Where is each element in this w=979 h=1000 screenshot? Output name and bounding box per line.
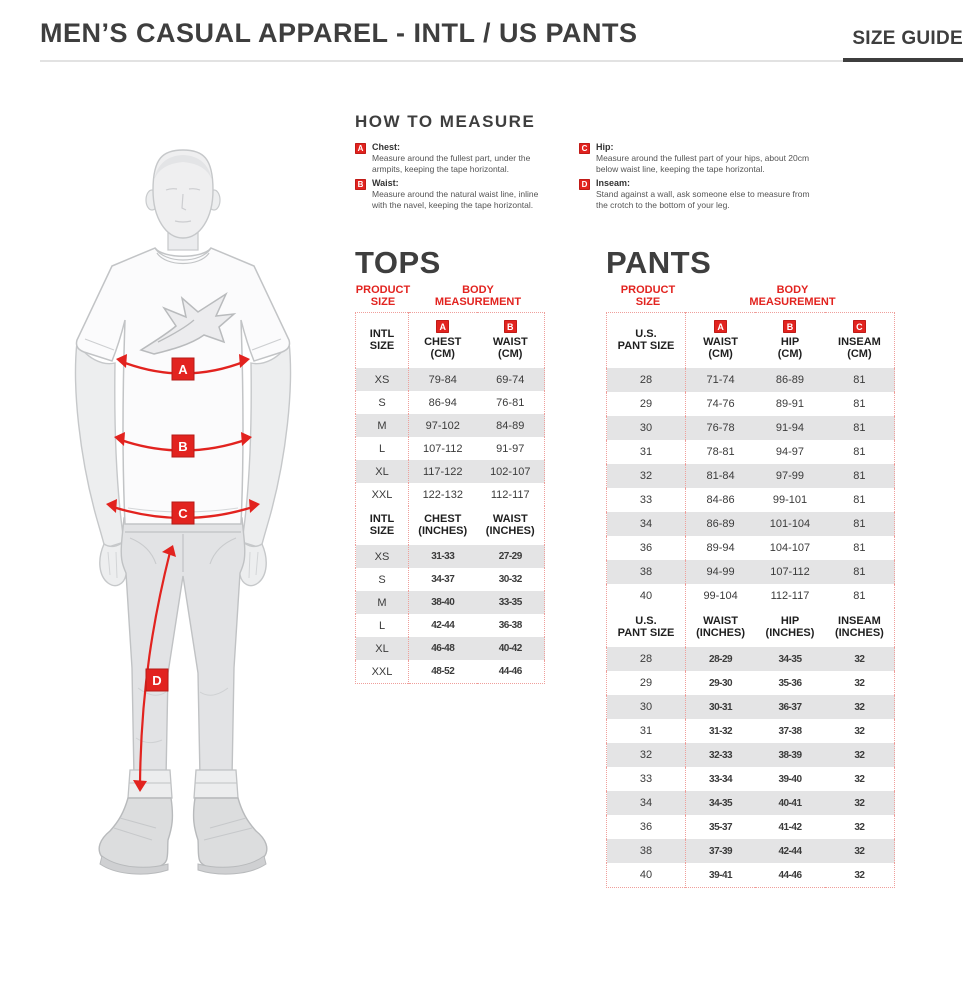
value-cell: 84-86 bbox=[706, 494, 735, 506]
size-cell: L bbox=[356, 614, 409, 637]
pants-column-header: HIP (INCHES) bbox=[765, 615, 815, 639]
size-cell: M bbox=[356, 414, 409, 437]
size-cell: 28 bbox=[607, 368, 686, 392]
tops-header-row bbox=[356, 506, 545, 545]
how-to-measure-section bbox=[355, 112, 971, 214]
pants-column-header: INSEAM (INCHES) bbox=[834, 615, 884, 639]
value-cell: 86-89 bbox=[755, 368, 825, 392]
pants-size-column-header: U.S. PANT SIZE bbox=[607, 313, 686, 369]
pants-column-header: WAIST (INCHES) bbox=[696, 615, 746, 639]
size-cell: 34 bbox=[607, 791, 686, 815]
tops-column-header: CHEST (INCHES) bbox=[418, 513, 468, 537]
marker-c-letter: C bbox=[178, 506, 188, 521]
size-cell: XL bbox=[356, 460, 409, 483]
value-cell: 89-91 bbox=[775, 398, 805, 410]
value-cell: 94-97 bbox=[775, 446, 805, 458]
value-cell: 81 bbox=[853, 446, 866, 458]
measure-text: Measure around the natural waist line, inline with the navel, keeping the tape horizontal. bbox=[372, 189, 539, 210]
tops-title: TOPS bbox=[355, 245, 441, 280]
value-cell: 81 bbox=[825, 416, 895, 440]
table-row bbox=[607, 512, 895, 536]
value-cell: 33-34 bbox=[709, 773, 733, 785]
size-cell: 29 bbox=[607, 392, 686, 416]
value-cell: 29-30 bbox=[709, 677, 733, 689]
value-cell: 34-37 bbox=[431, 574, 455, 585]
value-cell: 97-102 bbox=[409, 414, 477, 437]
value-cell: 32 bbox=[854, 725, 865, 737]
measure-label: Inseam: bbox=[596, 178, 631, 188]
size-cell: XS bbox=[356, 545, 409, 568]
tops-column-header: A CHEST (CM) bbox=[424, 321, 462, 360]
size-cell: 31 bbox=[607, 440, 686, 464]
value-cell: 94-99 bbox=[686, 560, 756, 584]
value-cell: 30-32 bbox=[498, 574, 522, 585]
value-cell: 32 bbox=[854, 773, 865, 785]
value-cell: 107-112 bbox=[755, 560, 825, 584]
size-cell: 38 bbox=[607, 560, 686, 584]
value-cell: 36-38 bbox=[498, 620, 522, 631]
value-cell: 71-74 bbox=[686, 368, 756, 392]
size-cell: 28 bbox=[607, 647, 686, 671]
measure-ref-badge: B bbox=[783, 320, 796, 333]
size-cell: 33 bbox=[607, 488, 686, 512]
pants-column-header: B HIP (CM) bbox=[777, 321, 803, 360]
value-cell: 36-37 bbox=[755, 695, 825, 719]
value-cell: 35-37 bbox=[709, 821, 733, 833]
table-row bbox=[607, 464, 895, 488]
value-cell: 112-117 bbox=[770, 590, 810, 602]
value-cell: 30-31 bbox=[686, 695, 756, 719]
size-cell: 32 bbox=[607, 464, 686, 488]
value-cell: 32 bbox=[825, 743, 895, 767]
pants-size-column-header: U.S. PANT SIZE bbox=[607, 608, 686, 647]
tops-body-measurement-label: BODY MEASUREMENT bbox=[434, 284, 522, 308]
table-row bbox=[356, 591, 545, 614]
size-guide-underline bbox=[843, 58, 963, 62]
value-cell: 37-38 bbox=[778, 725, 802, 737]
value-cell: 107-112 bbox=[422, 442, 463, 455]
pants-section bbox=[606, 246, 895, 888]
table-row bbox=[607, 743, 895, 767]
value-cell: 81-84 bbox=[686, 464, 756, 488]
table-row bbox=[607, 791, 895, 815]
tops-size-column-header: INTL SIZE bbox=[356, 313, 409, 369]
value-cell: 104-107 bbox=[769, 542, 811, 554]
value-cell: 84-89 bbox=[477, 414, 545, 437]
value-cell: 86-89 bbox=[686, 512, 756, 536]
size-guide-tab[interactable]: SIZE GUIDE bbox=[852, 28, 963, 49]
table-row bbox=[607, 560, 895, 584]
value-cell: 81 bbox=[825, 512, 895, 536]
table-row bbox=[356, 483, 545, 506]
measure-label: Chest: bbox=[372, 142, 401, 152]
value-cell: 81 bbox=[825, 560, 895, 584]
value-cell: 102-107 bbox=[477, 460, 545, 483]
table-row bbox=[607, 584, 895, 608]
value-cell: 33-35 bbox=[477, 591, 545, 614]
tops-header-row bbox=[356, 313, 545, 369]
table-row bbox=[356, 614, 545, 637]
value-cell: 99-104 bbox=[703, 590, 738, 602]
table-row bbox=[607, 440, 895, 464]
table-row bbox=[607, 488, 895, 512]
size-cell: S bbox=[356, 391, 409, 414]
value-cell: 38-40 bbox=[409, 591, 477, 614]
value-cell: 39-41 bbox=[709, 869, 733, 881]
pants-column-header: C INSEAM (CM) bbox=[838, 321, 881, 360]
table-row bbox=[356, 391, 545, 414]
value-cell: 81 bbox=[825, 464, 895, 488]
value-cell: 44-46 bbox=[778, 869, 802, 881]
size-cell: 30 bbox=[607, 416, 686, 440]
value-cell: 48-52 bbox=[431, 666, 455, 677]
table-row bbox=[607, 695, 895, 719]
pants-product-size-label: PRODUCT SIZE bbox=[620, 284, 676, 308]
marker-a-letter: A bbox=[178, 362, 188, 377]
table-row bbox=[607, 839, 895, 863]
value-cell: 40-42 bbox=[477, 637, 545, 660]
value-cell: 38-39 bbox=[755, 743, 825, 767]
table-row bbox=[607, 647, 895, 671]
value-cell: 86-94 bbox=[428, 396, 457, 409]
value-cell: 41-42 bbox=[778, 821, 802, 833]
value-cell: 78-81 bbox=[706, 446, 735, 458]
marker-d-letter: D bbox=[152, 673, 162, 688]
value-cell: 32 bbox=[854, 869, 865, 881]
measurement-figure bbox=[58, 128, 348, 938]
size-cell: 34 bbox=[607, 512, 686, 536]
table-row bbox=[356, 414, 545, 437]
value-cell: 117-122 bbox=[409, 460, 477, 483]
value-cell: 76-78 bbox=[686, 416, 756, 440]
tops-product-size-label: PRODUCT SIZE bbox=[355, 284, 411, 308]
value-cell: 35-36 bbox=[778, 677, 802, 689]
pants-title: PANTS bbox=[606, 245, 712, 280]
size-cell: M bbox=[356, 591, 409, 614]
tops-size-table bbox=[355, 312, 545, 684]
value-cell: 79-84 bbox=[409, 368, 477, 391]
header-divider bbox=[40, 60, 963, 62]
value-cell: 91-97 bbox=[496, 442, 525, 455]
table-row bbox=[356, 637, 545, 660]
value-cell: 31-32 bbox=[709, 725, 733, 737]
size-cell: 36 bbox=[607, 536, 686, 560]
measure-ref-badge: B bbox=[504, 320, 517, 333]
value-cell: 31-33 bbox=[409, 545, 477, 568]
table-row bbox=[356, 460, 545, 483]
size-cell: 32 bbox=[607, 743, 686, 767]
table-row bbox=[607, 536, 895, 560]
tops-column-header: B WAIST (CM) bbox=[492, 321, 528, 360]
value-cell: 44-46 bbox=[498, 666, 522, 677]
table-row bbox=[607, 815, 895, 839]
table-row bbox=[356, 568, 545, 591]
size-cell: 31 bbox=[607, 719, 686, 743]
measure-item bbox=[579, 142, 815, 175]
value-cell: 34-35 bbox=[686, 791, 756, 815]
value-cell: 81 bbox=[853, 494, 866, 506]
value-cell: 34-35 bbox=[755, 647, 825, 671]
measure-badge-b: B bbox=[355, 179, 366, 190]
measure-text: Measure around the fullest part of your hips, about 20cm below waist line, keeping the tape horizontal. bbox=[596, 153, 810, 174]
size-cell: 33 bbox=[607, 767, 686, 791]
table-row bbox=[607, 368, 895, 392]
value-cell: 74-76 bbox=[706, 398, 735, 410]
table-row bbox=[356, 545, 545, 568]
value-cell: 32 bbox=[825, 695, 895, 719]
value-cell: 76-81 bbox=[496, 396, 525, 409]
value-cell: 122-132 bbox=[422, 488, 463, 501]
table-row bbox=[607, 767, 895, 791]
value-cell: 112-117 bbox=[490, 488, 530, 501]
table-row bbox=[356, 437, 545, 460]
measure-ref-badge: A bbox=[436, 320, 449, 333]
size-cell: 29 bbox=[607, 671, 686, 695]
size-cell: XXL bbox=[356, 483, 409, 506]
value-cell: 81 bbox=[825, 368, 895, 392]
measure-label: Waist: bbox=[372, 178, 399, 188]
marker-b-letter: B bbox=[178, 439, 188, 454]
measure-item bbox=[355, 142, 553, 175]
size-cell: 38 bbox=[607, 839, 686, 863]
measure-item bbox=[579, 178, 815, 211]
size-cell: 40 bbox=[607, 584, 686, 608]
value-cell: 91-94 bbox=[755, 416, 825, 440]
value-cell: 81 bbox=[853, 542, 866, 554]
how-to-measure-heading: HOW TO MEASURE bbox=[355, 112, 536, 131]
size-cell: 30 bbox=[607, 695, 686, 719]
table-row bbox=[607, 863, 895, 888]
size-figure-illustration bbox=[58, 128, 348, 938]
value-cell: 42-44 bbox=[431, 620, 455, 631]
value-cell: 32 bbox=[825, 647, 895, 671]
measure-ref-badge: C bbox=[853, 320, 866, 333]
value-cell: 69-74 bbox=[477, 368, 545, 391]
value-cell: 32 bbox=[854, 677, 865, 689]
value-cell: 46-48 bbox=[409, 637, 477, 660]
value-cell: 97-99 bbox=[755, 464, 825, 488]
value-cell: 81 bbox=[853, 590, 866, 602]
table-row bbox=[607, 719, 895, 743]
pants-body-measurement-label: BODY MEASUREMENT bbox=[749, 284, 836, 308]
value-cell: 28-29 bbox=[686, 647, 756, 671]
size-cell: 40 bbox=[607, 863, 686, 888]
table-row bbox=[356, 660, 545, 684]
value-cell: 99-101 bbox=[772, 494, 808, 506]
tops-column-header: WAIST (INCHES) bbox=[485, 513, 535, 537]
measure-item bbox=[355, 178, 553, 211]
table-row bbox=[607, 392, 895, 416]
table-row bbox=[607, 671, 895, 695]
measure-ref-badge: A bbox=[714, 320, 727, 333]
measure-badge-c: C bbox=[579, 143, 590, 154]
pants-header-row bbox=[607, 313, 895, 369]
measure-column-left bbox=[355, 142, 553, 214]
figure-shoes bbox=[99, 798, 267, 874]
page-title: MEN’S CASUAL APPAREL - INTL / US PANTS bbox=[40, 18, 638, 48]
pants-column-header: A WAIST (CM) bbox=[703, 321, 738, 360]
size-cell: L bbox=[356, 437, 409, 460]
value-cell: 101-104 bbox=[755, 512, 825, 536]
measure-text: Measure around the fullest part, under the armpits, keeping the tape horizontal. bbox=[372, 153, 531, 174]
pants-header-row bbox=[607, 608, 895, 647]
measure-text: Stand against a wall, ask someone else to measure from the crotch to the bottom of your leg. bbox=[596, 189, 810, 210]
value-cell: 27-29 bbox=[477, 545, 545, 568]
table-row bbox=[356, 368, 545, 391]
value-cell: 32 bbox=[854, 821, 865, 833]
measure-badge-d: D bbox=[579, 179, 590, 190]
tops-size-column-header: INTL SIZE bbox=[356, 506, 409, 545]
tops-section bbox=[355, 246, 545, 684]
value-cell: 42-44 bbox=[755, 839, 825, 863]
value-cell: 89-94 bbox=[706, 542, 735, 554]
measure-column-right bbox=[579, 142, 815, 214]
value-cell: 39-40 bbox=[778, 773, 802, 785]
value-cell: 32 bbox=[825, 839, 895, 863]
pants-size-table bbox=[606, 312, 895, 888]
measure-badge-a: A bbox=[355, 143, 366, 154]
size-cell: XXL bbox=[356, 660, 409, 684]
value-cell: 40-41 bbox=[755, 791, 825, 815]
size-cell: XL bbox=[356, 637, 409, 660]
size-cell: 36 bbox=[607, 815, 686, 839]
value-cell: 81 bbox=[853, 398, 866, 410]
measure-label: Hip: bbox=[596, 142, 614, 152]
value-cell: 32 bbox=[825, 791, 895, 815]
table-row bbox=[607, 416, 895, 440]
value-cell: 32-33 bbox=[686, 743, 756, 767]
value-cell: 37-39 bbox=[686, 839, 756, 863]
size-cell: XS bbox=[356, 368, 409, 391]
size-cell: S bbox=[356, 568, 409, 591]
